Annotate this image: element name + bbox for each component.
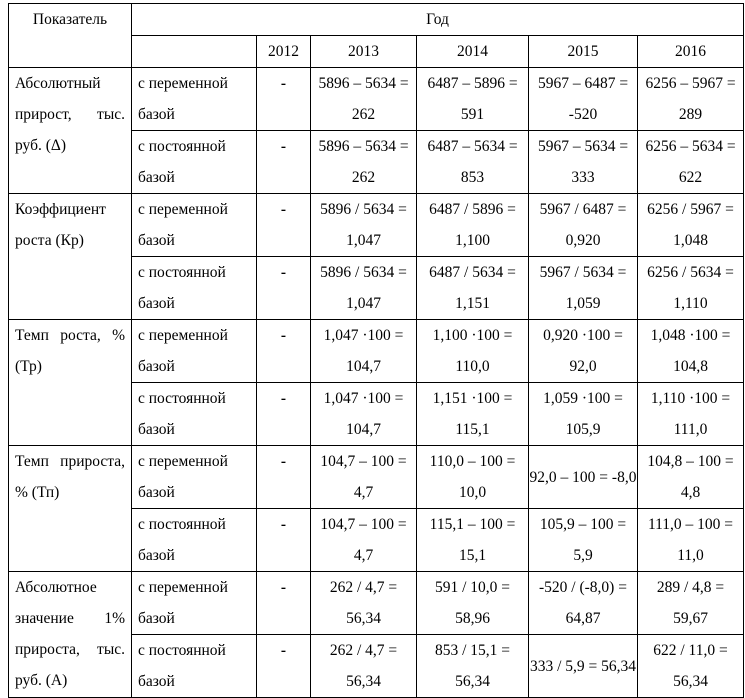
value-cell-2014: 6487 / 5634 = 1,151 <box>417 257 529 320</box>
value-cell-2016: 6256 – 5967 = 289 <box>638 68 744 131</box>
base-type-cell: с постоянной базой <box>132 131 257 194</box>
base-type-cell: с переменной базой <box>132 68 257 131</box>
value-cell-2013: 5896 / 5634 = 1,047 <box>311 257 417 320</box>
value-cell-2012: - <box>257 383 311 446</box>
base-type-cell: с постоянной базой <box>132 383 257 446</box>
value-cell-2016: 6256 / 5634 = 1,110 <box>638 257 744 320</box>
base-header-empty <box>132 36 257 68</box>
value-cell-2016: 622 / 11,0 = 56,34 <box>638 635 744 698</box>
base-type-cell: с переменной базой <box>132 320 257 383</box>
dynamics-table <box>8 3 744 698</box>
base-type-cell: с постоянной базой <box>132 257 257 320</box>
value-cell-2016: 111,0 – 100 = 11,0 <box>638 509 744 572</box>
value-cell-2015: 0,920 ·100 = 92,0 <box>529 320 638 383</box>
value-cell-2012: - <box>257 194 311 257</box>
value-cell-2014: 6487 – 5634 = 853 <box>417 131 529 194</box>
value-cell-2015: 5967 / 6487 = 0,920 <box>529 194 638 257</box>
table-row <box>9 320 744 383</box>
value-cell-2015: 1,059 ·100 = 105,9 <box>529 383 638 446</box>
table-row <box>9 572 744 635</box>
table-row <box>9 446 744 509</box>
year-2014: 2014 <box>417 36 529 68</box>
base-type-cell: с постоянной базой <box>132 509 257 572</box>
value-cell-2013: 1,047 ·100 = 104,7 <box>311 320 417 383</box>
value-cell-2016: 1,110 ·100 = 111,0 <box>638 383 744 446</box>
indicator-cell: Абсолютное значение 1% прироста, тыс. руб. (А) <box>9 572 132 698</box>
base-type-cell: с переменной базой <box>132 446 257 509</box>
indicator-cell: Коэффициент роста (Кр) <box>9 194 132 320</box>
base-type-cell: с переменной базой <box>132 194 257 257</box>
value-cell-2014: 110,0 – 100 = 10,0 <box>417 446 529 509</box>
value-cell-2016: 1,048 ·100 = 104,8 <box>638 320 744 383</box>
value-cell-2016: 289 / 4,8 = 59,67 <box>638 572 744 635</box>
value-cell-2015: 333 / 5,9 = 56,34 <box>529 635 638 698</box>
value-cell-2012: - <box>257 131 311 194</box>
value-cell-2013: 104,7 – 100 = 4,7 <box>311 509 417 572</box>
value-cell-2012: - <box>257 572 311 635</box>
value-cell-2013: 262 / 4,7 = 56,34 <box>311 635 417 698</box>
value-cell-2016: 6256 – 5634 = 622 <box>638 131 744 194</box>
value-cell-2014: 853 / 15,1 = 56,34 <box>417 635 529 698</box>
value-cell-2014: 6487 / 5896 = 1,100 <box>417 194 529 257</box>
value-cell-2016: 6256 / 5967 = 1,048 <box>638 194 744 257</box>
year-header: Год <box>132 4 744 36</box>
value-cell-2013: 5896 / 5634 = 1,047 <box>311 194 417 257</box>
value-cell-2015: -520 / (-8,0) = 64,87 <box>529 572 638 635</box>
value-cell-2015: 5967 – 5634 = 333 <box>529 131 638 194</box>
value-cell-2014: 1,151 ·100 = 115,1 <box>417 383 529 446</box>
value-cell-2013: 262 / 4,7 = 56,34 <box>311 572 417 635</box>
year-2012: 2012 <box>257 36 311 68</box>
value-cell-2012: - <box>257 68 311 131</box>
value-cell-2015: 105,9 – 100 = 5,9 <box>529 509 638 572</box>
year-2015: 2015 <box>529 36 638 68</box>
value-cell-2013: 1,047 ·100 = 104,7 <box>311 383 417 446</box>
value-cell-2013: 5896 – 5634 = 262 <box>311 68 417 131</box>
year-2013: 2013 <box>311 36 417 68</box>
value-cell-2012: - <box>257 320 311 383</box>
value-cell-2014: 6487 – 5896 = 591 <box>417 68 529 131</box>
value-cell-2013: 104,7 – 100 = 4,7 <box>311 446 417 509</box>
year-2016: 2016 <box>638 36 744 68</box>
value-cell-2015: 5967 / 5634 = 1,059 <box>529 257 638 320</box>
indicator-cell: Абсолютный прирост, тыс. руб. (Δ) <box>9 68 132 194</box>
indicator-cell: Темп прироста, % (Тп) <box>9 446 132 572</box>
value-cell-2013: 5896 – 5634 = 262 <box>311 131 417 194</box>
table-row <box>9 68 744 131</box>
value-cell-2012: - <box>257 509 311 572</box>
value-cell-2014: 1,100 ·100 = 110,0 <box>417 320 529 383</box>
indicator-cell: Темп роста, % (Тр) <box>9 320 132 446</box>
table-row <box>9 194 744 257</box>
value-cell-2016: 104,8 – 100 = 4,8 <box>638 446 744 509</box>
value-cell-2015: 5967 – 6487 = -520 <box>529 68 638 131</box>
value-cell-2012: - <box>257 446 311 509</box>
value-cell-2012: - <box>257 635 311 698</box>
value-cell-2015: 92,0 – 100 = -8,0 <box>529 446 638 509</box>
base-type-cell: с переменной базой <box>132 572 257 635</box>
indicator-header: Показатель <box>9 4 132 68</box>
base-type-cell: с постоянной базой <box>132 635 257 698</box>
value-cell-2012: - <box>257 257 311 320</box>
value-cell-2014: 115,1 – 100 = 15,1 <box>417 509 529 572</box>
value-cell-2014: 591 / 10,0 = 58,96 <box>417 572 529 635</box>
